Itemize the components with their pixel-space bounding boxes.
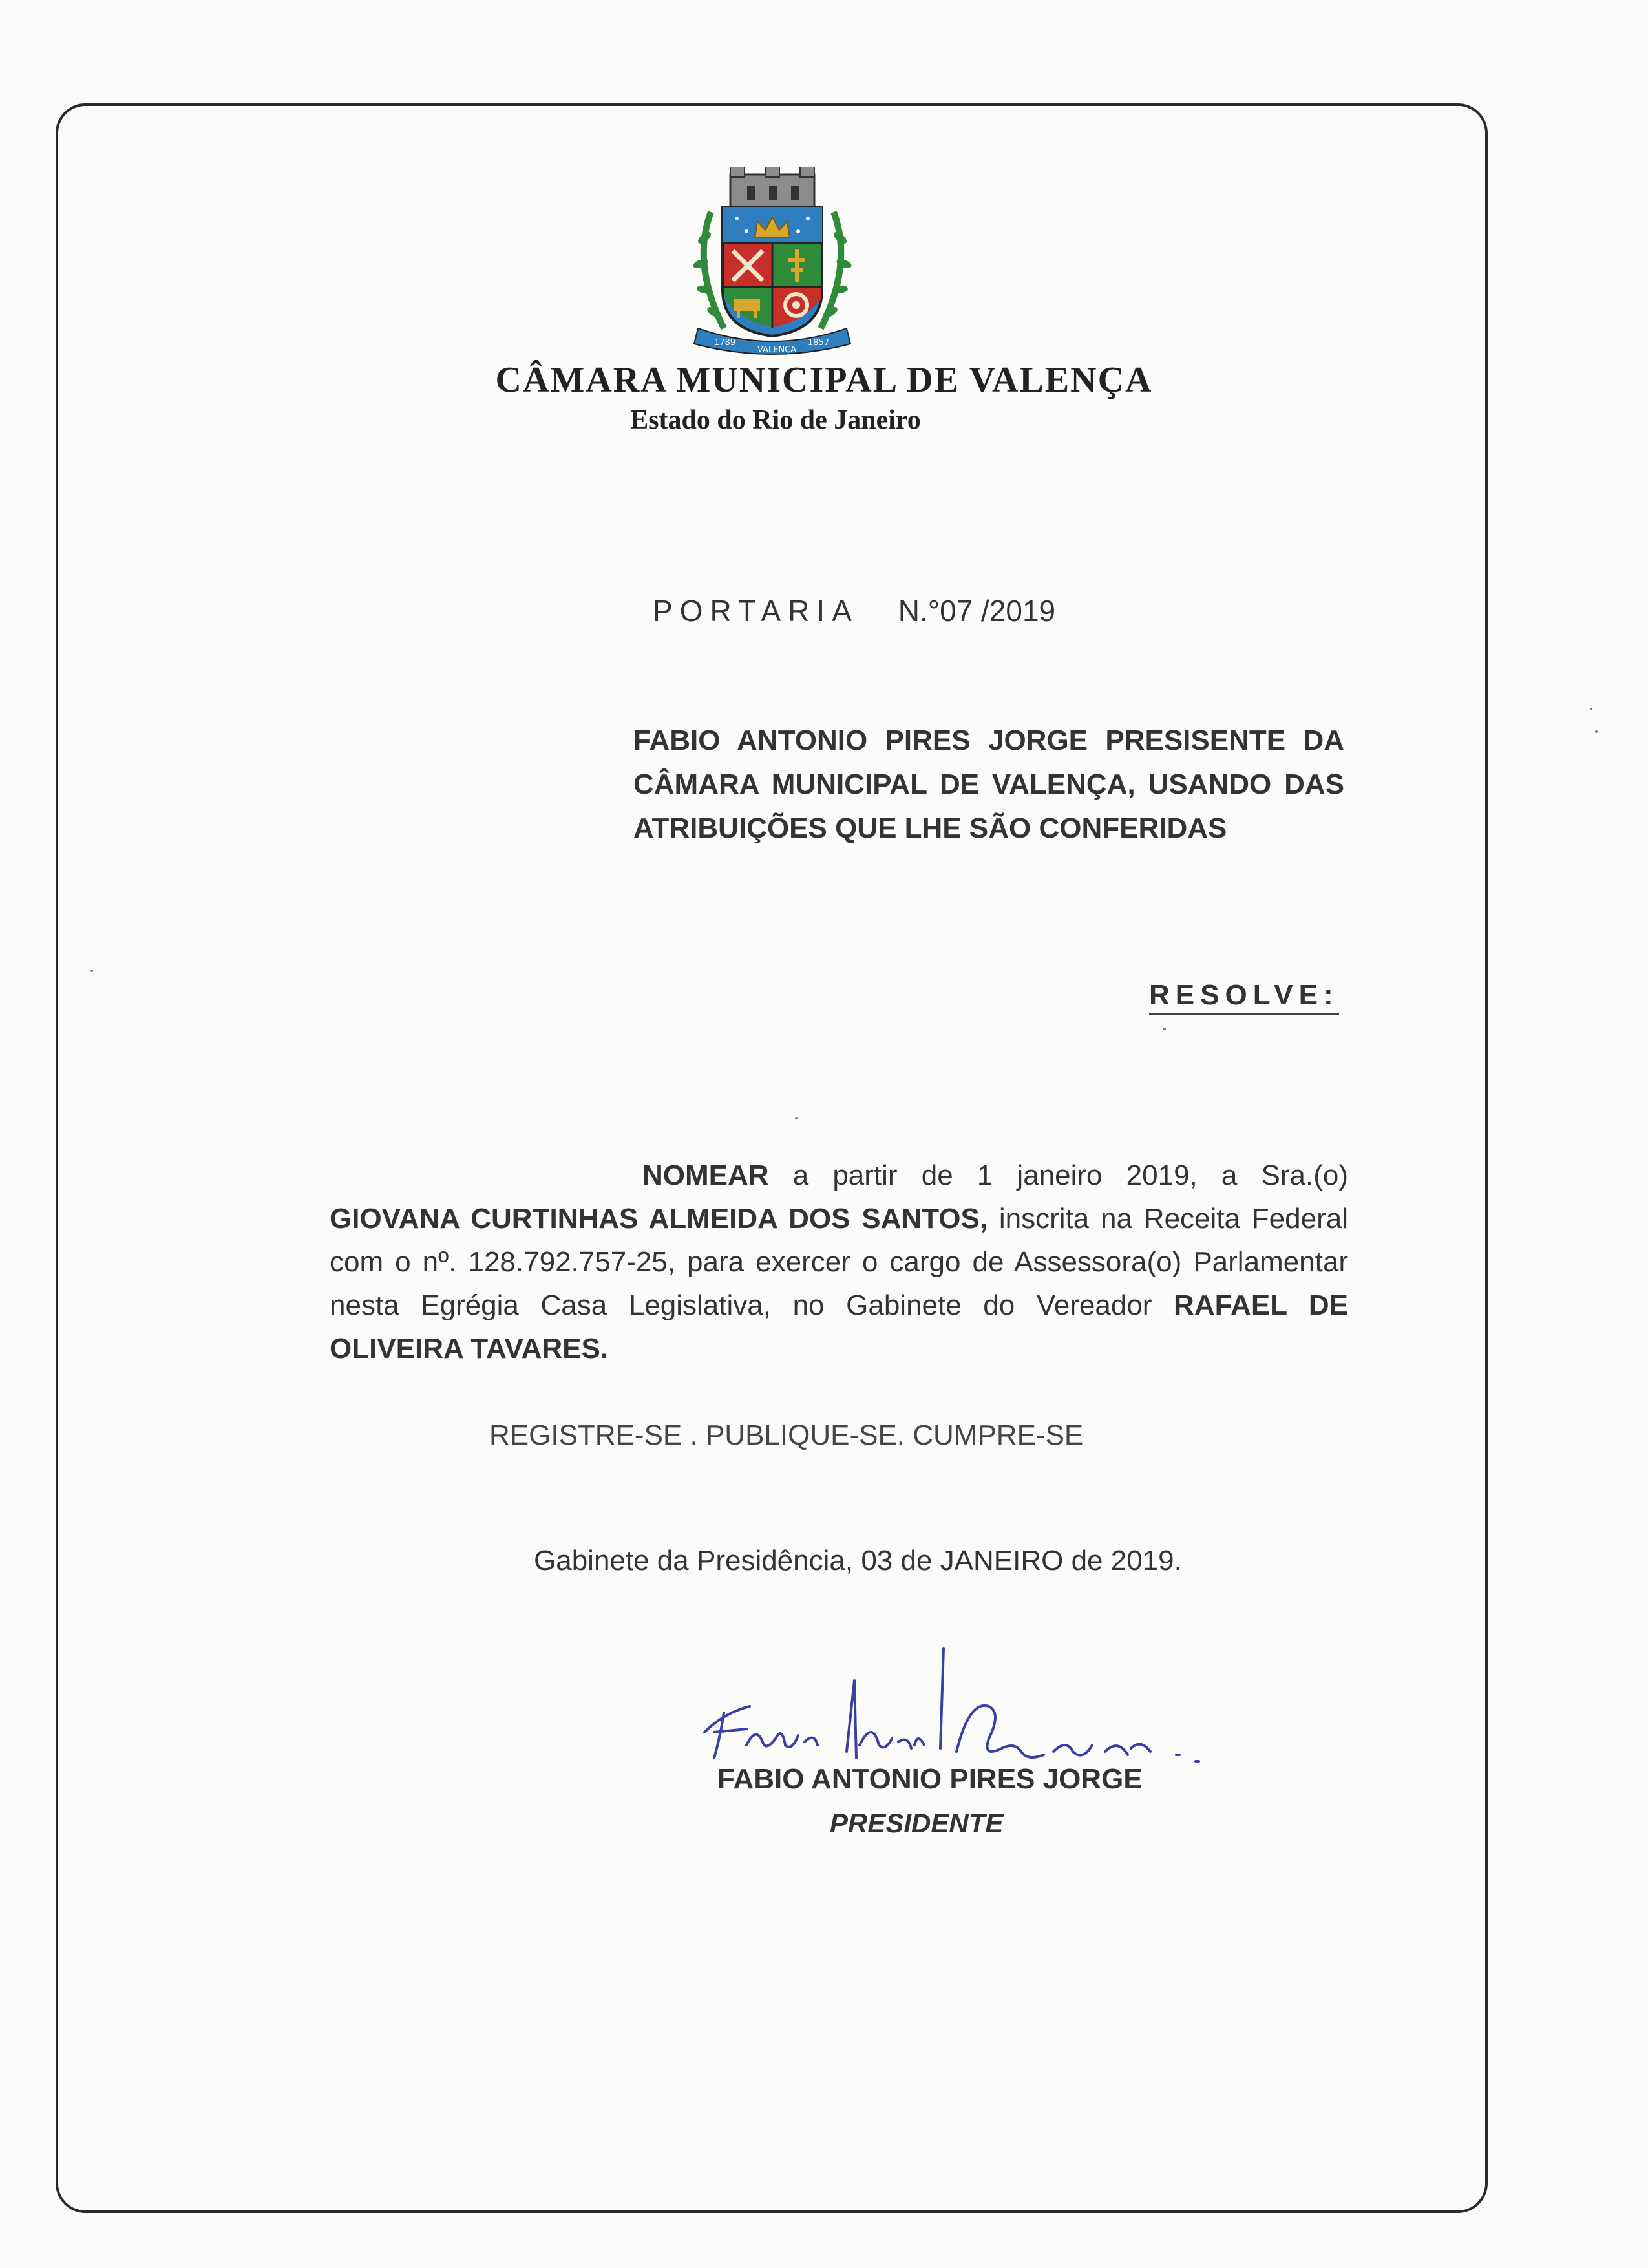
resolve-heading: RESOLVE: <box>1149 979 1339 1015</box>
appointment-details: inscrita na Receita Federal com o nº. 128.792.757-25, para exercer o cargo de Assessora(o) Parlamentar nesta Egrégia Casa Legislativa, no Gabinete do Vereador <box>330 1203 1348 1321</box>
scan-speck <box>1590 708 1592 710</box>
scan-speck <box>90 970 93 972</box>
appointment-paragraph <box>330 1154 1348 1370</box>
handwritten-signature <box>685 1622 1293 1784</box>
scan-speck <box>1163 1028 1166 1030</box>
portaria-label: PORTARIA <box>653 594 859 628</box>
appointment-date-text: a partir de 1 janeiro 2019, a Sra.(o) <box>768 1160 1348 1191</box>
portaria-number: N.°07 /2019 <box>898 594 1056 628</box>
scan-speck <box>795 1117 798 1119</box>
closing-formula: REGISTRE-SE . PUBLIQUE-SE. CUMPRE-SE <box>489 1419 1084 1451</box>
appointee-name: GIOVANA CURTINHAS ALMEIDA DOS SANTOS, <box>330 1203 988 1235</box>
portaria-heading <box>653 593 1055 628</box>
municipal-coat-of-arms-icon <box>685 167 860 361</box>
scan-speck <box>1595 730 1598 733</box>
appointment-verb: NOMEAR <box>642 1160 769 1191</box>
intro-paragraph: FABIO ANTONIO PIRES JORGE PRESISENTE DA CÂMARA MUNICIPAL DE VALENÇA, USANDO DAS ATRIBUIÇÕES QUE LHE SÃO CONFERIDAS <box>633 725 1344 844</box>
crest-year-right: 1857 <box>808 338 830 348</box>
signatory-title: PRESIDENTE <box>830 1808 1004 1838</box>
organization-state: Estado do Rio de Janeiro <box>630 405 921 435</box>
crest-year-left: 1789 <box>714 338 736 348</box>
organization-name: CÂMARA MUNICIPAL DE VALENÇA <box>495 360 1153 400</box>
signatory-name: FABIO ANTONIO PIRES JORGE <box>717 1763 1143 1795</box>
dateline: Gabinete da Presidência, 03 de JANEIRO de 2019. <box>534 1545 1182 1576</box>
councilor-name: RAFAEL DE OLIVEIRA TAVARES. <box>330 1289 1348 1364</box>
crest-ribbon-label: VALENÇA <box>757 345 797 355</box>
